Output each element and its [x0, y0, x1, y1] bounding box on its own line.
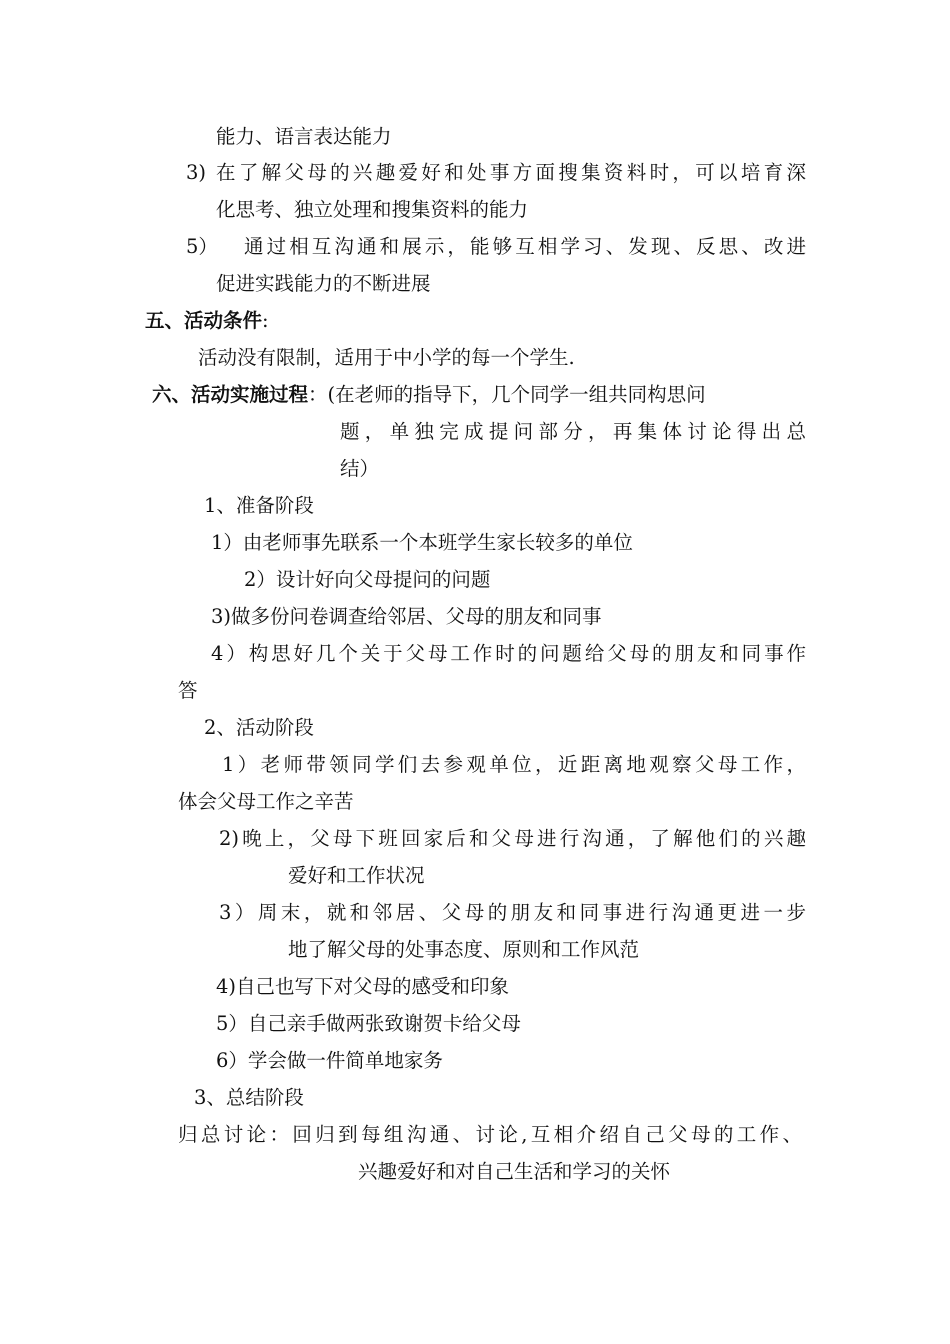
stage-3-heading: 3、总结阶段 — [194, 1086, 304, 1109]
stage-2-item-4: 4)自己也写下对父母的感受和印象 — [216, 975, 510, 998]
stage-3-summary: 归总讨论：回归到每组沟通、讨论,互相介绍自己父母的工作、 — [178, 1123, 802, 1146]
section-6-heading — [152, 381, 706, 409]
stage-2-heading: 2、活动阶段 — [204, 716, 314, 739]
section-6-intro-continued: 题，单独完成提问部分，再集体讨论得出总 — [340, 420, 806, 443]
stage-1-heading: 1、准备阶段 — [204, 494, 314, 517]
stage-2-item-2: 2)晚上，父母下班回家后和父母进行沟通，了解他们的兴趣 — [219, 827, 806, 850]
item-3-text: 在了解父母的兴趣爱好和处事方面搜集资料时，可以培育深 — [216, 161, 806, 184]
stage-2-item-2-continued: 爱好和工作状况 — [288, 864, 425, 887]
section-5-body: 活动没有限制，适用于中小学的每一个学生. — [198, 346, 575, 369]
section-5-colon: : — [262, 309, 269, 332]
item-3-number: 3) — [186, 161, 207, 184]
stage-1-item-3: 3)做多份问卷调查给邻居、父母的朋友和同事 — [211, 605, 602, 628]
section-5-title: 五、活动条件 — [145, 309, 263, 332]
item-5-number: 5） — [186, 235, 218, 258]
stage-2-item-1-continued: 体会父母工作之辛苦 — [178, 790, 354, 813]
item-5-text: 通过相互沟通和展示，能够互相学习、发现、反思、改进 — [244, 235, 806, 258]
stage-1-item-2: 2）设计好向父母提问的问题 — [244, 568, 491, 591]
line-ability: 能力、语言表达能力 — [216, 125, 392, 148]
item-3-continued: 化思考、独立处理和搜集资料的能力 — [216, 198, 529, 221]
stage-1-item-1: 1）由老师事先联系一个本班学生家长较多的单位 — [211, 531, 633, 554]
stage-1-item-4: 4）构思好几个关于父母工作时的问题给父母的朋友和同事作 — [211, 642, 806, 665]
section-6-intro: ：(在老师的指导下，几个同学一组共同构思问 — [308, 383, 706, 406]
stage-1-item-4-continued: 答 — [178, 679, 198, 702]
section-6-title: 六、活动实施过程 — [152, 383, 309, 406]
section-6-intro-end: 结） — [340, 457, 380, 480]
stage-2-item-3: 3）周末，就和邻居、父母的朋友和同事进行沟通更进一步 — [219, 901, 806, 924]
item-5-continued: 促进实践能力的不断进展 — [216, 272, 431, 295]
stage-2-item-5: 5）自己亲手做两张致谢贺卡给父母 — [216, 1012, 521, 1035]
stage-2-item-3-continued: 地了解父母的处事态度、原则和工作风范 — [288, 938, 640, 961]
section-5-heading — [145, 307, 269, 335]
stage-2-item-1: 1）老师带领同学们去参观单位，近距离地观察父母工作， — [222, 753, 806, 776]
stage-3-summary-continued: 兴趣爱好和对自己生活和学习的关怀 — [358, 1160, 671, 1183]
stage-2-item-6: 6）学会做一件简单地家务 — [216, 1049, 443, 1072]
